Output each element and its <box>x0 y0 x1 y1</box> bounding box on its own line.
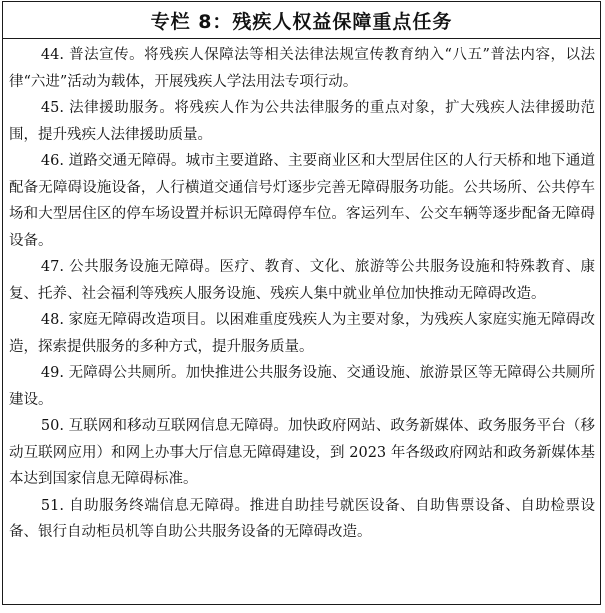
task-item-50: 50. 互联网和移动互联网信息无障碍。加快政府网站、政务新媒体、政务服务平台（移动互联网应用）和网上办事大厅信息无障碍建设，到 2023 年各级政府网站和政务新媒体基本达到国家信息无障碍标准。 <box>9 418 595 487</box>
column-title: 专栏 8：残疾人权益保障重点任务 <box>3 2 600 39</box>
task-list <box>3 39 600 546</box>
special-column-box <box>2 1 601 605</box>
task-item-48: 48. 家庭无障碍改造项目。以困难重度残疾人为主要对象，为残疾人家庭实施无障碍改造，探索提供服务的多种方式，提升服务质量。 <box>9 312 595 355</box>
task-item-46: 46. 道路交通无障碍。城市主要道路、主要商业区和大型居住区的人行天桥和地下通道配备无障碍设施设备，人行横道交通信号灯逐步完善无障碍服务功能。公共场所、公共停车场和大型居住区的停车场设置并标识无障碍停车位。客运列车、公交车辆等逐步配备无障碍设备。 <box>9 153 595 249</box>
task-item-44: 44. 普法宣传。将残疾人保障法等相关法律法规宣传教育纳入“八五”普法内容，以法律“六进”活动为载体，开展残疾人学法用法专项行动。 <box>9 47 595 90</box>
task-item-47: 47. 公共服务设施无障碍。医疗、教育、文化、旅游等公共服务设施和特殊教育、康复、托养、社会福利等残疾人服务设施、残疾人集中就业单位加快推动无障碍改造。 <box>9 259 595 302</box>
task-item-49: 49. 无障碍公共厕所。加快推进公共服务设施、交通设施、旅游景区等无障碍公共厕所建设。 <box>9 365 595 408</box>
task-item-45: 45. 法律援助服务。将残疾人作为公共法律服务的重点对象，扩大残疾人法律援助范围，提升残疾人法律援助质量。 <box>9 100 595 143</box>
task-item-51: 51. 自助服务终端信息无障碍。推进自助挂号就医设备、自助售票设备、自助检票设备、银行自动柜员机等自助公共服务设备的无障碍改造。 <box>9 497 595 540</box>
